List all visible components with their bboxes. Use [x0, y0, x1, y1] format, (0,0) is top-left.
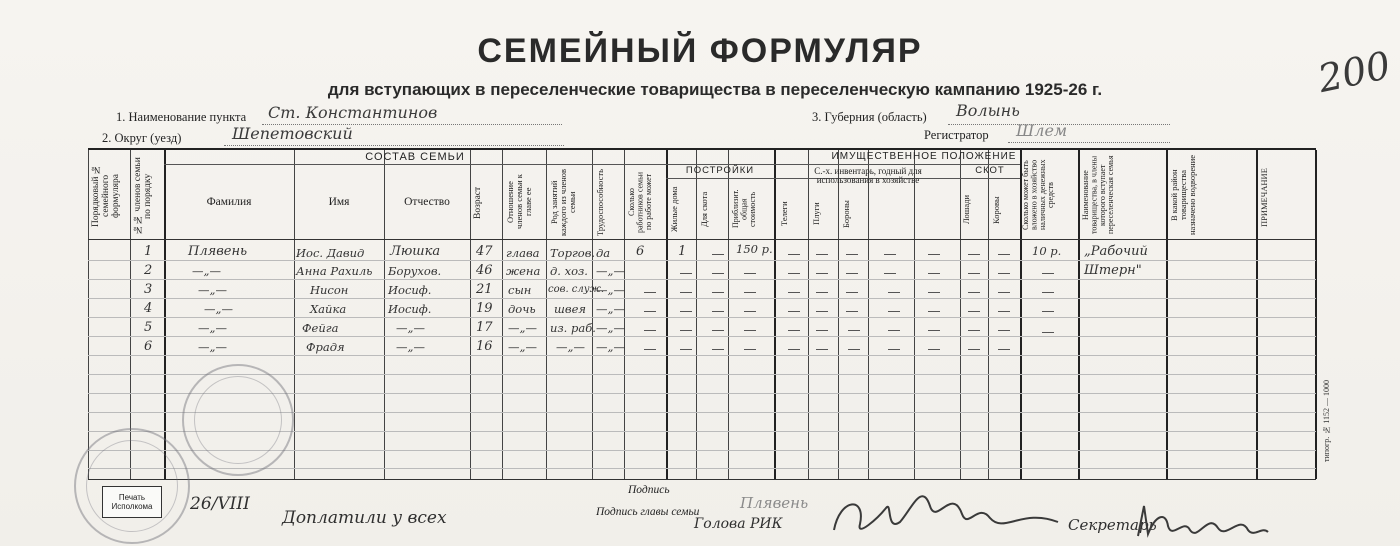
col-name-header: Имя — [328, 196, 350, 208]
printing-mark: типогр. № 1152 — 1000 — [1322, 380, 1331, 463]
row-relation: глава — [506, 246, 540, 260]
row-able: —„— — [596, 264, 625, 278]
row-workers: 6 — [636, 244, 645, 259]
stamp-box-line2: Исполкома — [111, 502, 153, 512]
chairman-signature-scribble — [826, 478, 1066, 544]
col-value-header: Приблизит. общая стоимость — [731, 189, 757, 229]
col-relation-header: Отношение членов семьи к главе ее — [505, 174, 533, 230]
registrar-value: Шлем — [1016, 121, 1068, 140]
row-occupation: —„— — [556, 340, 585, 354]
row-relation: дочь — [508, 302, 536, 316]
row-surname: —„— — [198, 283, 227, 297]
row-capital: 10 р. — [1032, 244, 1062, 258]
row-surname: —„— — [204, 302, 233, 316]
row-name: Фейга — [302, 321, 339, 335]
col-occupation-header: Род занятий каждого из членов семьи — [549, 168, 577, 236]
group-inventory-header: С.-х. инвентарь, годный для использования в хозяйстве — [814, 166, 922, 186]
row-able: —„— — [596, 302, 625, 316]
row-name: Анна Рахиль — [296, 264, 373, 278]
settlement-value: Ст. Константинов — [268, 103, 438, 122]
row-surname: —„— — [198, 340, 227, 354]
row-partnership: Штерн" — [1084, 263, 1142, 278]
row-able: —„— — [596, 321, 625, 335]
handwritten-date: 26/VIII — [190, 494, 250, 514]
row-occupation: д. хоз. — [550, 264, 588, 278]
col-cattleshed-header: Для скота — [699, 191, 709, 227]
gubernia-value: Волынь — [956, 101, 1020, 120]
head-signature: Плявень — [740, 494, 809, 512]
group-buildings-header: ПОСТРОЙКИ — [685, 165, 755, 176]
group-family-header: СОСТАВ СЕМЬИ — [365, 151, 465, 163]
col-plows-header: Плуги — [811, 202, 821, 226]
row-age: 19 — [476, 301, 493, 316]
stamp-box — [102, 486, 162, 518]
group-property-header: ИМУЩЕСТВЕННОЕ ПОЛОЖЕНИЕ — [831, 151, 1017, 162]
col-carts-header: Телеги — [779, 201, 789, 227]
document-number: 200 — [1314, 42, 1395, 102]
row-name: Нисон — [310, 283, 349, 297]
row-relation: —„— — [508, 340, 537, 354]
registrar-line — [1008, 142, 1170, 143]
row-patronymic: —„— — [396, 321, 425, 335]
okrug-value: Шепетовский — [232, 124, 353, 143]
settlement-label: 1. Наименование пункта — [116, 110, 247, 124]
row-age: 16 — [476, 339, 493, 354]
signature-label: Подпись — [628, 484, 670, 496]
row-name: Фрадя — [306, 340, 345, 354]
chairman-signature-label: Голова РИК — [694, 516, 783, 532]
row-num: 5 — [144, 320, 153, 335]
gubernia-label: 3. Губерния (область) — [812, 110, 927, 124]
col-member-header: №№ членов семьи по порядку — [133, 157, 153, 235]
seal-stamp — [182, 364, 294, 476]
group-livestock-header: СКОТ — [975, 165, 1005, 176]
col-cows-header: Коровы — [991, 196, 1001, 224]
handwritten-note: Доплатили у всех — [282, 508, 447, 528]
okrug-line — [224, 145, 564, 146]
registrar-label: Регистратор — [924, 128, 989, 142]
row-age: 21 — [476, 282, 493, 297]
okrug-label: 2. Округ (уезд) — [102, 131, 182, 145]
row-num: 3 — [144, 282, 153, 297]
row-patronymic: Люшка — [390, 244, 441, 259]
row-surname: Плявень — [188, 244, 248, 259]
row-partnership: „Рабочий — [1084, 244, 1148, 259]
row-able: да — [596, 246, 611, 260]
row-num: 2 — [144, 263, 153, 278]
col-ablebodied-header: Трудоспособность — [595, 168, 605, 236]
row-name: Иос. Давид — [296, 246, 365, 260]
row-relation: —„— — [508, 321, 537, 335]
row-num: 1 — [144, 244, 153, 259]
row-value: 150 р. — [736, 242, 773, 256]
col-houses-header: Жилые дома — [669, 186, 679, 232]
row-occupation: швея — [554, 302, 587, 316]
head-signature-label: Подпись главы семьи — [596, 506, 700, 518]
row-surname: —„— — [198, 321, 227, 335]
col-district-header: В какой район товарищества назначено водворение — [1169, 155, 1197, 236]
row-relation: жена — [506, 264, 541, 278]
row-occupation: Торгов. — [550, 246, 596, 260]
col-capital-header: Сколько может быть вложено в хозяйство наличных денежных средств — [1021, 159, 1056, 231]
row-patronymic: Борухов. — [388, 264, 442, 278]
col-surname-header: Фамилия — [206, 196, 252, 208]
col-notes-header: ПРИМЕЧАНИЕ — [1259, 168, 1269, 228]
col-order-header: Порядковый № семейного формуляра — [91, 164, 121, 228]
row-able: —„— — [596, 283, 625, 297]
row-num: 6 — [144, 339, 153, 354]
row-name: Хайка — [310, 302, 347, 316]
secretary-signature-label: Секретарь — [1068, 516, 1157, 534]
row-occupation: из. раб. — [550, 321, 596, 335]
row-relation: сын — [508, 283, 532, 297]
col-horses-header: Лошади — [961, 195, 971, 225]
row-patronymic: Иосиф. — [388, 302, 432, 316]
row-age: 46 — [476, 263, 493, 278]
col-workers-header: Сколько работников семьи по работе может — [627, 171, 653, 233]
col-age-header: Возраст — [473, 186, 483, 220]
col-patronymic-header: Отчество — [404, 196, 450, 208]
document-title: СЕМЕЙНЫЙ ФОРМУЛЯР — [477, 32, 923, 70]
stamp-box-line1: Печать — [118, 493, 146, 502]
row-age: 17 — [476, 320, 493, 335]
col-partnership-header: Наименование товарищества, в члены которого вступает переселенческая семья — [1081, 155, 1116, 235]
row-surname: —„— — [192, 264, 221, 278]
row-patronymic: —„— — [396, 340, 425, 354]
secretary-signature-scribble — [1132, 496, 1272, 544]
row-occupation: сов. служ. — [548, 284, 605, 295]
document-subtitle: для вступающих в переселенческие товарищества в переселенческую кампанию 1925-26 г. — [327, 80, 1103, 99]
row-able: —„— — [596, 340, 625, 354]
col-harrows-header: Бороны — [841, 200, 851, 228]
row-age: 47 — [476, 244, 493, 259]
row-num: 4 — [144, 301, 153, 316]
row-patronymic: Иосиф. — [388, 283, 432, 297]
row-houses: 1 — [678, 244, 687, 259]
